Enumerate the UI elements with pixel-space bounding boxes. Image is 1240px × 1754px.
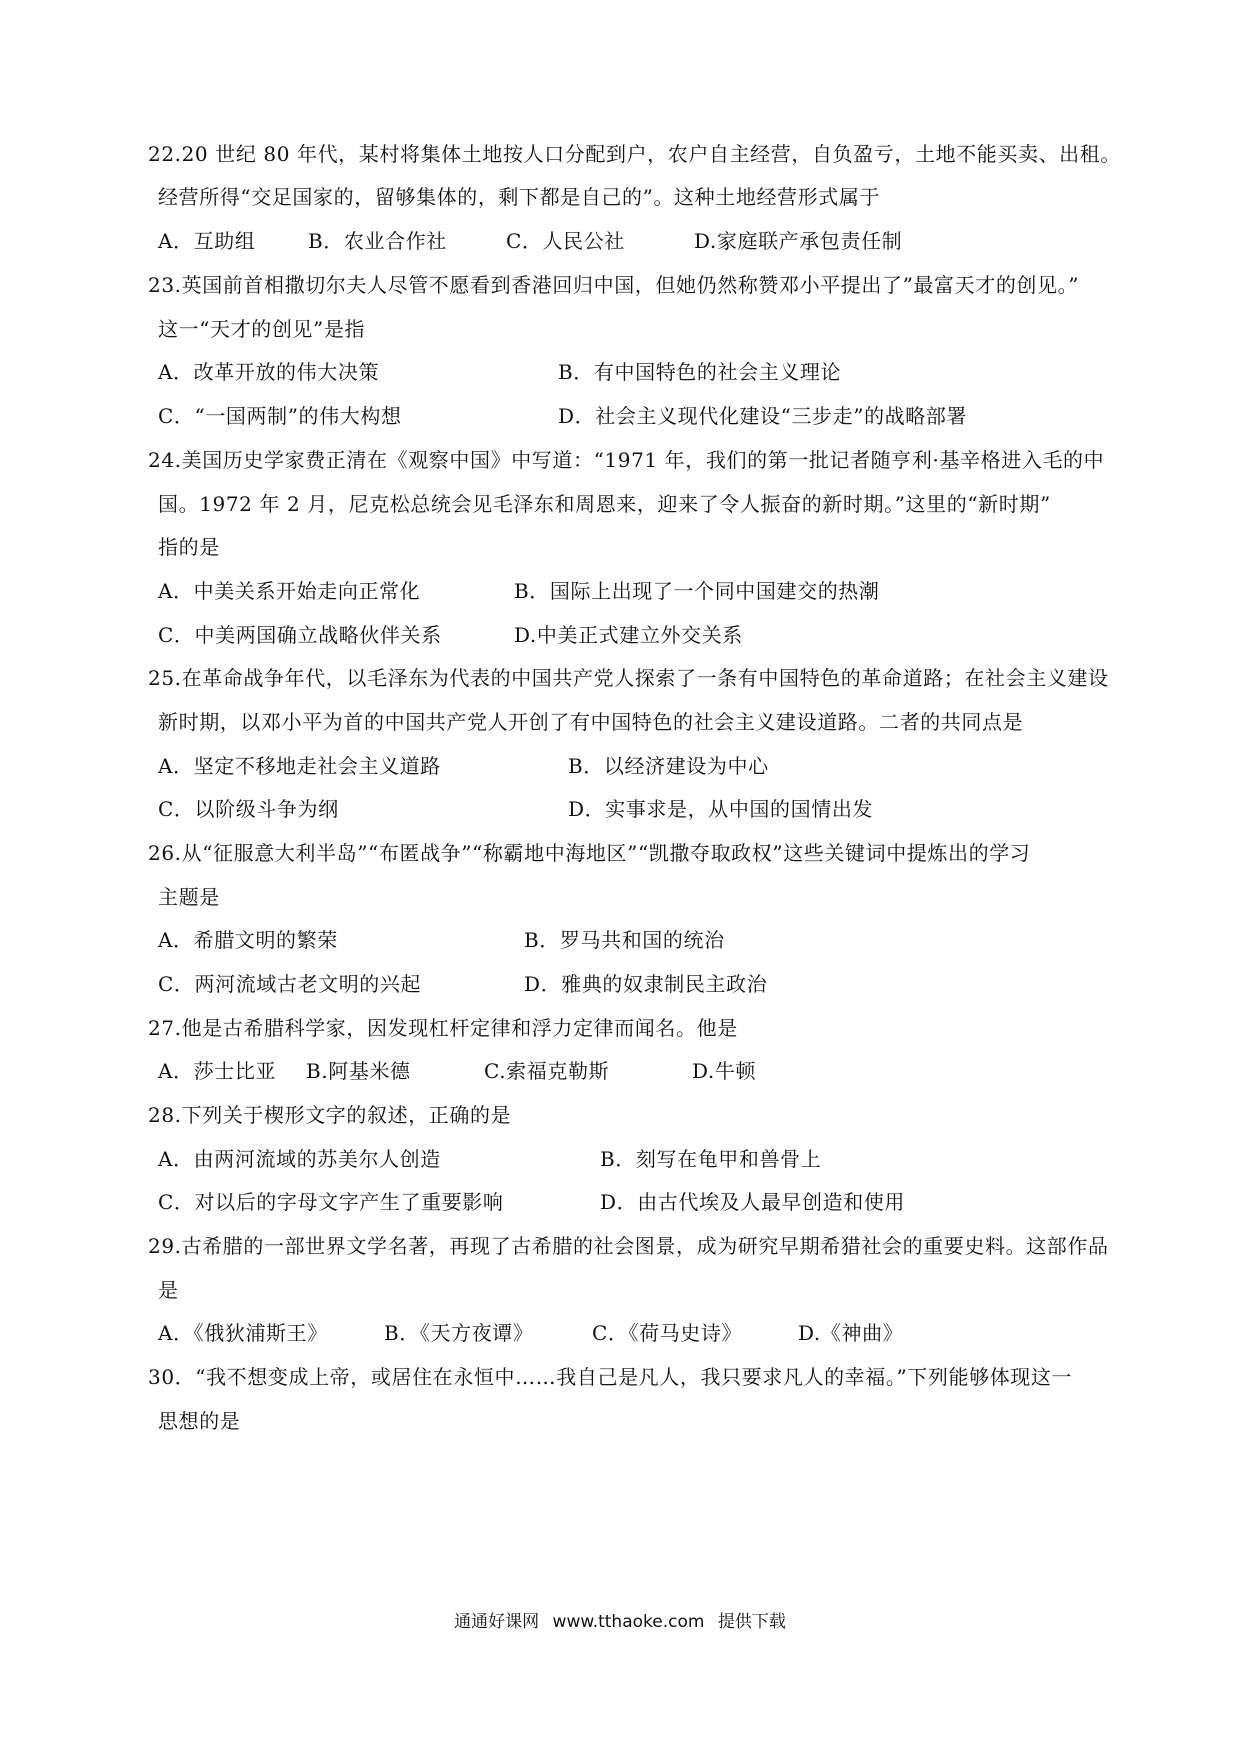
footer-url-link[interactable]: www.tthaoke.com [552, 1612, 705, 1632]
question-24-option-c: C．中美两国确立战略伙伴关系 [158, 623, 442, 647]
question-26-option-a: A．希腊文明的繁荣 [158, 928, 338, 952]
question-22-option-d: D.家庭联产承包责任制 [694, 229, 903, 253]
question-29-option-d: D.《神曲》 [798, 1321, 904, 1345]
question-23-cont-1: 这一“天才的创见”是指 [158, 317, 366, 341]
question-24-cont-1: 国。1972 年 2 月，尼克松总统会见毛泽东和周恩来，迎来了令人振奋的新时期。”这里的“新时期” [158, 492, 1051, 516]
question-25-option-c: C．以阶级斗争为纲 [158, 797, 339, 821]
question-30-stem: 30．“我不想变成上帝，或居住在永恒中……我自己是凡人，我只要求凡人的幸福。”下列能够体现这一 [148, 1365, 1073, 1389]
question-26-option-b: B．罗马共和国的统治 [524, 928, 725, 952]
question-28-option-a: A．由两河流域的苏美尔人创造 [158, 1147, 441, 1171]
question-29-cont-1: 是 [158, 1278, 179, 1302]
question-22-option-a: A．互助组 [158, 229, 256, 253]
question-25-option-b: B．以经济建设为中心 [568, 754, 769, 778]
question-23-option-d: D．社会主义现代化建设“三步走”的战略部署 [558, 404, 968, 428]
question-29-stem: 29.古希腊的一部世界文学名著，再现了古希腊的社会图景，成为研究早期希猎社会的重要史料。这部作品 [148, 1234, 1109, 1258]
footer-note: 提供下载 [717, 1612, 786, 1632]
question-22-option-b: B．农业合作社 [308, 229, 447, 253]
question-23-option-b: B．有中国特色的社会主义理论 [558, 360, 842, 384]
question-27-option-b: B.阿基米德 [306, 1059, 411, 1083]
question-24-option-b: B．国际上出现了一个同中国建交的热潮 [514, 579, 880, 603]
question-29-option-c: C．《荷马史诗》 [592, 1321, 743, 1345]
question-22-cont-1: 经营所得“交足国家的，留够集体的，剩下都是自己的”。这种土地经营形式属于 [158, 185, 881, 209]
question-28-option-d: D．由古代埃及人最早创造和使用 [600, 1190, 906, 1214]
question-24-option-a: A．中美关系开始走向正常化 [158, 579, 421, 603]
question-27-option-a: A．莎士比亚 [158, 1059, 277, 1083]
question-27-option-c: C.索福克勒斯 [484, 1059, 610, 1083]
question-23-stem: 23.英国前首相撒切尔夫人尽管不愿看到香港回归中国，但她仍然称赞邓小平提出了”最富天才的创见。” [148, 273, 1080, 297]
question-27-option-d: D.牛顿 [692, 1059, 757, 1083]
question-28-option-b: B．刻写在龟甲和兽骨上 [600, 1147, 822, 1171]
question-23-option-c: C．“一国两制”的伟大构想 [158, 404, 402, 428]
question-26-option-c: C．两河流域古老文明的兴起 [158, 972, 422, 996]
question-24-cont-2: 指的是 [158, 535, 220, 559]
question-28-option-c: C．对以后的字母文字产生了重要影响 [158, 1190, 504, 1214]
question-25-option-a: A．坚定不移地走社会主义道路 [158, 754, 441, 778]
question-22-stem: 22.20 世纪 80 年代，某村将集体土地按人口分配到户，农户自主经营，自负盈亏，土地不能买卖、出租。 [148, 142, 1121, 166]
question-23-option-a: A．改革开放的伟大决策 [158, 360, 380, 384]
page-footer [0, 1610, 1240, 1634]
question-29-option-a: A．《俄狄浦斯王》 [158, 1321, 328, 1345]
question-22-option-c: C．人民公社 [506, 229, 625, 253]
question-24-stem: 24.美国历史学家费正清在《观察中国》中写道：“1971 年，我们的第一批记者随亨利·基辛格进入毛的中 [148, 448, 1105, 472]
footer-site-name: 通通好课网 [454, 1612, 540, 1632]
question-26-option-d: D．雅典的奴隶制民主政治 [524, 972, 768, 996]
question-27-stem: 27.他是古希腊科学家，因发现杠杆定律和浮力定律而闻名。他是 [148, 1016, 738, 1040]
question-25-cont-1: 新时期，以邓小平为首的中国共产党人开创了有中国特色的社会主义建设道路。二者的共同点是 [158, 710, 1024, 734]
question-25-stem: 25.在革命战争年代，以毛泽东为代表的中国共产党人探索了一条有中国特色的革命道路；在社会主义建设 [148, 666, 1109, 690]
question-30-cont-1: 思想的是 [158, 1409, 241, 1433]
question-29-option-b: B．《天方夜谭》 [384, 1321, 534, 1345]
question-24-option-d: D.中美正式建立外交关系 [514, 623, 743, 647]
question-28-stem: 28.下列关于楔形文字的叙述，正确的是 [148, 1103, 512, 1127]
question-25-option-d: D．实事求是，从中国的国情出发 [568, 797, 874, 821]
question-26-stem: 26.从“征服意大利半岛”“布匿战争”“称霸地中海地区”“凯撒夺取政权”这些关键词中提炼出的学习 [148, 841, 1031, 865]
question-26-cont-1: 主题是 [158, 885, 220, 909]
